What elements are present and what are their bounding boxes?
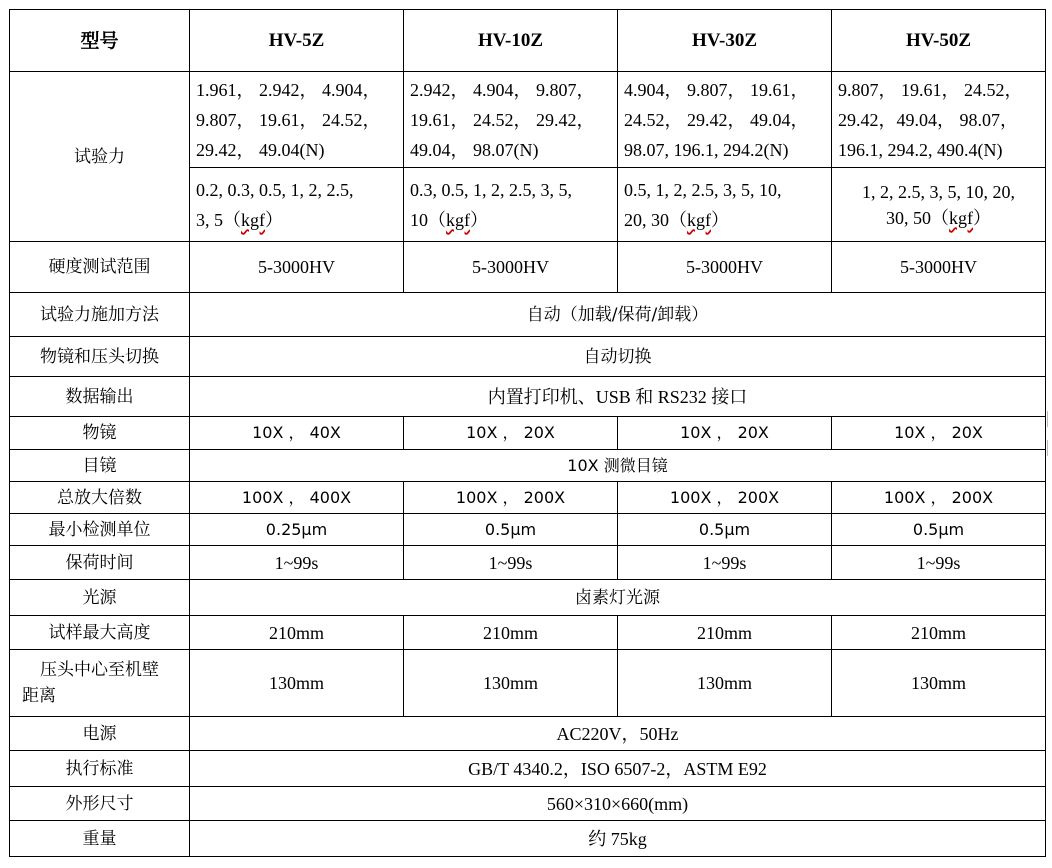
row-label: 电源 <box>10 717 190 751</box>
row-label: 硬度测试范围 <box>10 242 190 293</box>
cell-value: 10X ， 20X <box>404 417 618 450</box>
text-line: 19.61， 24.52， 29.42， <box>410 109 595 130</box>
text-segment: 10（ <box>410 209 446 230</box>
model-hv-50z: HV-50Z <box>832 10 1046 72</box>
spec-table <box>9 9 1046 857</box>
margin-mark <box>1047 440 1048 456</box>
cell-value: 内置打印机、USB 和 RS232 接口 <box>190 377 1046 417</box>
light-source-row <box>10 580 1046 616</box>
cell-value: 1~99s <box>190 546 404 580</box>
text-line: 49.04， 98.07(N) <box>410 139 539 160</box>
text-line: 196.1, 294.2, 490.4(N) <box>838 139 1003 160</box>
cell-value: 130mm <box>618 650 832 717</box>
row-label <box>10 650 190 717</box>
header-row <box>10 10 1046 72</box>
cell-value: 1~99s <box>404 546 618 580</box>
text-segment: 3, 5（ <box>196 209 241 230</box>
text-segment: ） <box>265 209 283 230</box>
max-height-row <box>10 616 1046 650</box>
cell-value: 自动切换 <box>190 337 1046 377</box>
cell-value: 560×310×660(mm) <box>190 787 1046 821</box>
cell-value: 210mm <box>832 616 1046 650</box>
text-line: 24.52， 29.42， 49.04， <box>624 109 809 130</box>
cell-value: 130mm <box>832 650 1046 717</box>
test-force-kgf-cell <box>832 168 1046 242</box>
label-line: 距离 <box>22 686 56 706</box>
min-unit-row <box>10 514 1046 546</box>
row-label: 试样最大高度 <box>10 616 190 650</box>
cell-value: 10X 测微目镜 <box>190 450 1046 482</box>
text-line: 9.807， 19.61， 24.52， <box>838 79 1023 100</box>
text-segment: ） <box>973 207 991 228</box>
text-line: 0.2, 0.3, 0.5, 1, 2, 2.5, <box>196 179 354 200</box>
margin-mark <box>1047 411 1048 427</box>
cell-value: 自动（加载/保荷/卸载） <box>190 293 1046 337</box>
cell-value: 210mm <box>404 616 618 650</box>
test-force-kgf-cell <box>190 168 404 242</box>
row-label: 试验力施加方法 <box>10 293 190 337</box>
row-label: 光源 <box>10 580 190 616</box>
row-label: 最小检测单位 <box>10 514 190 546</box>
text-segment: ） <box>470 209 488 230</box>
eyepiece-row <box>10 450 1046 482</box>
text-line <box>838 205 1039 231</box>
kgf-unit: kgf <box>446 209 470 230</box>
power-row <box>10 717 1046 751</box>
test-force-kgf-cell <box>618 168 832 242</box>
cell-value: 0.5μm <box>618 514 832 546</box>
cell-value: 10X ， 40X <box>190 417 404 450</box>
text-line: 1, 2, 2.5, 3, 5, 10, 20, <box>862 181 1015 202</box>
cell-value: 5-3000HV <box>832 242 1046 293</box>
cell-value: 1~99s <box>832 546 1046 580</box>
weight-row <box>10 821 1046 857</box>
objective-row <box>10 417 1046 450</box>
kgf-unit: kgf <box>949 207 973 228</box>
text-line: 4.904， 9.807， 19.61， <box>624 79 809 100</box>
text-segment: ） <box>711 209 729 230</box>
cell-value: 130mm <box>190 650 404 717</box>
data-output-row <box>10 377 1046 417</box>
text-segment: 20, 30（ <box>624 209 687 230</box>
hardness-range-row <box>10 242 1046 293</box>
cell-value: 5-3000HV <box>618 242 832 293</box>
row-label: 总放大倍数 <box>10 482 190 514</box>
row-label: 重量 <box>10 821 190 857</box>
cell-value: 10X ， 20X <box>832 417 1046 450</box>
text-line <box>410 205 611 235</box>
model-hv-5z: HV-5Z <box>190 10 404 72</box>
cell-value: 210mm <box>618 616 832 650</box>
cell-value: 0.5μm <box>404 514 618 546</box>
cell-value: 100X ， 400X <box>190 482 404 514</box>
text-line <box>624 205 825 235</box>
row-label: 物镜和压头切换 <box>10 337 190 377</box>
cell-value: 卤素灯光源 <box>190 580 1046 616</box>
cell-value: 0.5μm <box>832 514 1046 546</box>
objective-switch-row <box>10 337 1046 377</box>
test-force-newton-cell <box>404 72 618 168</box>
cell-value: AC220V，50Hz <box>190 717 1046 751</box>
test-force-kgf-cell <box>404 168 618 242</box>
test-force-newton-cell <box>618 72 832 168</box>
row-label: 物镜 <box>10 417 190 450</box>
cell-value: 5-3000HV <box>190 242 404 293</box>
cell-value: 100X ， 200X <box>618 482 832 514</box>
text-line <box>196 205 397 235</box>
row-label: 保荷时间 <box>10 546 190 580</box>
kgf-unit: kgf <box>687 209 711 230</box>
text-line: 98.07, 196.1, 294.2(N) <box>624 139 789 160</box>
row-label: 外形尺寸 <box>10 787 190 821</box>
magnification-row <box>10 482 1046 514</box>
model-label: 型号 <box>10 10 190 72</box>
model-hv-10z: HV-10Z <box>404 10 618 72</box>
test-force-newton-cell <box>832 72 1046 168</box>
standard-row <box>10 751 1046 787</box>
load-method-row <box>10 293 1046 337</box>
cell-value: 约 75kg <box>190 821 1046 857</box>
text-line: 29.42，49.04， 98.07， <box>838 109 1018 130</box>
text-line: 0.5, 1, 2, 2.5, 3, 5, 10, <box>624 179 782 200</box>
cell-value: 10X ， 20X <box>618 417 832 450</box>
row-label: 目镜 <box>10 450 190 482</box>
cell-value: 0.25μm <box>190 514 404 546</box>
dwell-time-row <box>10 546 1046 580</box>
cell-value: 5-3000HV <box>404 242 618 293</box>
kgf-unit: kgf <box>241 209 265 230</box>
text-line: 29.42， 49.04(N) <box>196 139 325 160</box>
test-force-newton-cell <box>190 72 404 168</box>
dimensions-row <box>10 787 1046 821</box>
row-label: 数据输出 <box>10 377 190 417</box>
throat-depth-row <box>10 650 1046 717</box>
cell-value: 100X ， 200X <box>404 482 618 514</box>
test-force-newton-row <box>10 72 1046 168</box>
text-line: 9.807， 19.61， 24.52， <box>196 109 381 130</box>
cell-value: 210mm <box>190 616 404 650</box>
text-line: 2.942， 4.904， 9.807， <box>410 79 595 100</box>
label-line: 压头中心至机壁 <box>40 660 159 680</box>
cell-value: 130mm <box>404 650 618 717</box>
text-line: 1.961， 2.942， 4.904， <box>196 79 381 100</box>
cell-value: 1~99s <box>618 546 832 580</box>
text-line: 0.3, 0.5, 1, 2, 2.5, 3, 5, <box>410 179 572 200</box>
cell-value: GB/T 4340.2，ISO 6507-2，ASTM E92 <box>190 751 1046 787</box>
model-hv-30z: HV-30Z <box>618 10 832 72</box>
row-label: 执行标准 <box>10 751 190 787</box>
text-segment: 30, 50（ <box>886 207 949 228</box>
cell-value: 100X ， 200X <box>832 482 1046 514</box>
test-force-label: 试验力 <box>10 72 190 242</box>
